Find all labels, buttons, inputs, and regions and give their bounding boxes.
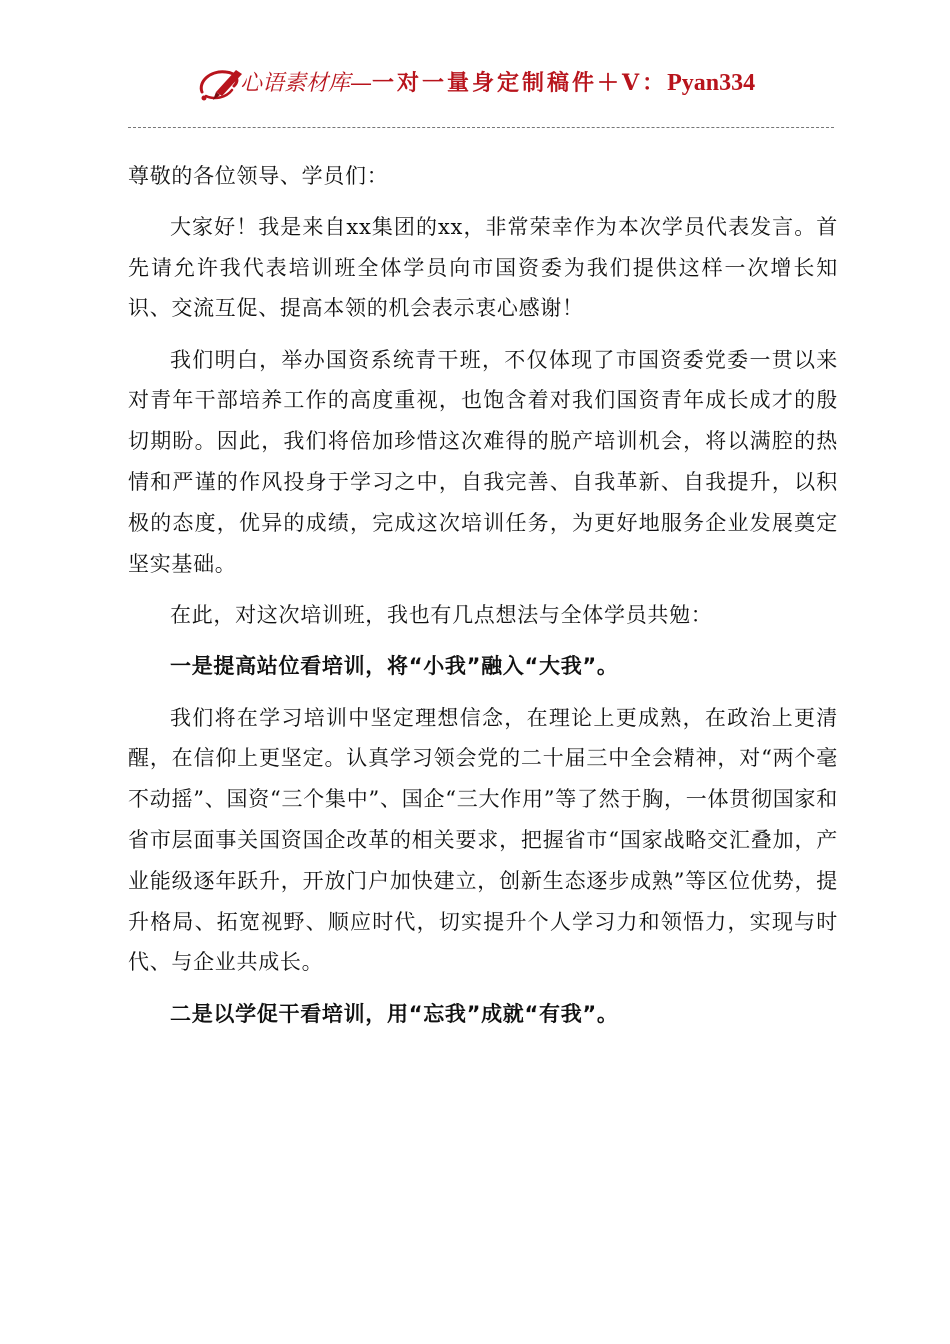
header-dash: —: [350, 71, 373, 96]
paragraph-greeting: 大家好！我是来自xx集团的xx，非常荣幸作为本次学员代表发言。首先请允许我代表培训班全体学员向市国资委为我们提供这样一次增长知识、交流互促、提高本领的机会表示衷心感谢！: [128, 214, 838, 321]
salutation: 尊敬的各位领导、学员们：: [128, 164, 389, 188]
paragraph-section-1: 我们将在学习培训中坚定理想信念，在理论上更成熟，在政治上更清醒，在信仰上更坚定。认真学习领会党的二十届三中全会精神，对“两个毫不动摇”、国资“三个集中”、国企“三大作用”等了然于胸，一体贯彻国家和省市层面事关国资国企改革的相关要求，把握省市“国家战略交汇叠加，产业能级逐年跃升，开放门户加快建立，创新生态逐步成熟”等区位优势，提升格局、拓宽视野、顺应时代，切实提升个人学习力和领悟力，实现与时代、与企业共成长。: [128, 705, 838, 975]
page-header: [196, 62, 836, 108]
header-title: [240, 68, 755, 99]
header-divider: [128, 127, 834, 128]
paragraph-understanding: 我们明白，举办国资系统青干班，不仅体现了市国资委党委一贯以来对青年干部培养工作的高度重视，也饱含着对我们国资青年成长成才的殷切期盼。因此，我们将倍加珍惜这次难得的脱产培训机会，将以满腔的热情和严谨的作风投身于学习之中，自我完善、自我革新、自我提升，以积极的态度，优异的成绩，完成这次培训任务，为更好地服务企业发展奠定坚实基础。: [128, 347, 838, 576]
brand-name: 心语素材库: [240, 71, 351, 96]
section-heading-1: 一是提高站位看培训，将“小我”融入“大我”。: [170, 654, 619, 679]
header-slogan: 一对一量身定制稿件＋V：: [372, 70, 668, 96]
document-body: [128, 156, 838, 1045]
paragraph-ideas-intro: 在此，对这次培训班，我也有几点想法与全体学员共勉：: [170, 602, 713, 627]
section-heading-2: 二是以学促干看培训，用“忘我”成就“有我”。: [170, 1001, 619, 1026]
header-contact-id: Pyan334: [667, 70, 756, 96]
